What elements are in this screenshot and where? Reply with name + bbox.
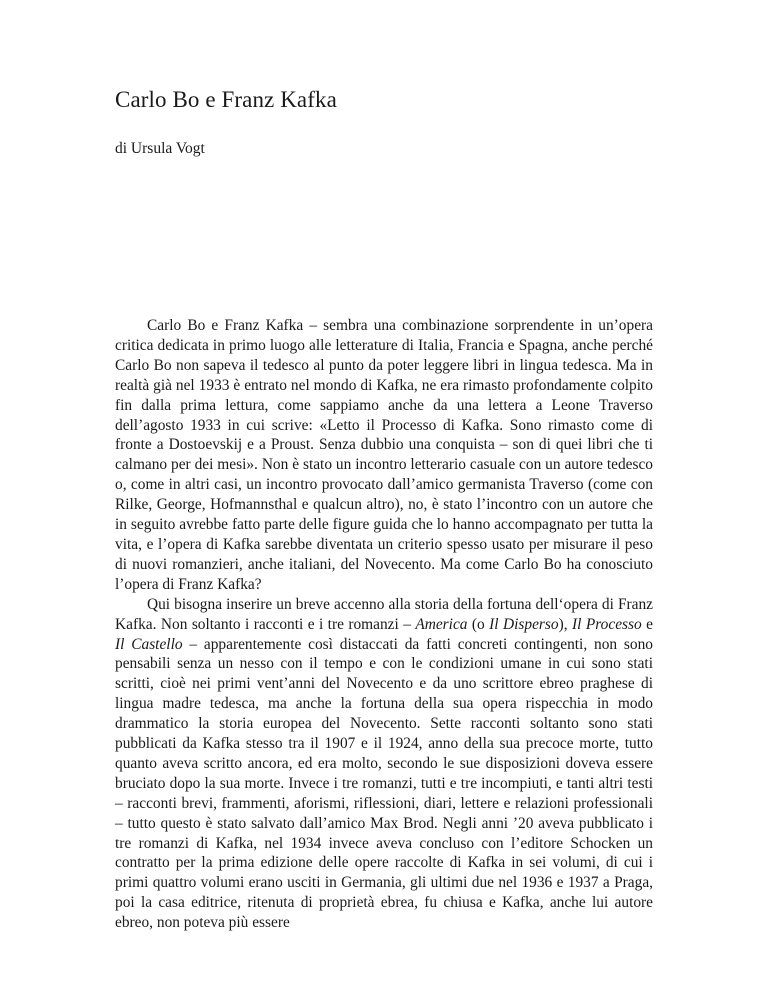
title-il-disperso: Il Disperso — [489, 615, 559, 633]
paragraph-2-text-d: e — [641, 615, 653, 633]
paragraph-2-text-c: ), — [558, 615, 573, 633]
paragraph-2 — [115, 595, 653, 933]
paragraph-2-text-b: (o — [467, 615, 490, 633]
paragraph-1: Carlo Bo e Franz Kafka – sembra una combinazione sorprendente in un’opera critica dedicata in primo luogo alle letterature di Italia, Francia e Spagna, anche perché Carlo Bo non sapeva il tedesco al punto da poter leggere libri in lingua tedesca. Ma in realtà già nel 1933 è entrato nel mondo di Kafka, ne era rimasto profondamente colpito fin dalla prima lettura, come sappiamo anche da una lettera a Leone Traverso dell’agosto 1933 in cui scrive: «Letto il Processo di Kafka. Sono rimasto come di fronte a Dostoevskij e a Proust. Senza dubbio una conquista – son di quei libri che ti calmano per dei mesi». Non è stato un incontro letterario casuale con un autore tedesco o, come in altri casi, un incontro provocato dall’amico germanista Traverso (come con Rilke, George, Hofmannsthal e qualcun altro), no, è stato l’incontro con un autore che in seguito avrebbe fatto parte delle figure guida che lo hanno accompagnato per tutta la vita, e l’opera di Kafka sarebbe diventata un criterio spesso usato per misurare il peso di nuovi romanzieri, anche italiani, del Novecento. Ma come Carlo Bo ha conosciuto l’opera di Franz Kafka? — [115, 317, 653, 593]
author-byline: di Ursula Vogt — [115, 140, 205, 157]
title-il-castello: Il Castello — [115, 635, 183, 653]
article-title: Carlo Bo e Franz Kafka — [115, 87, 337, 112]
title-america: America — [415, 615, 468, 633]
title-il-processo: Il Processo — [572, 615, 642, 633]
paragraph-2-text-a: Qui bisogna inserire un breve accenno alla storia della fortuna dell‘opera di Franz Kafka. Non soltanto i racconti e i tre romanzi – — [115, 595, 653, 633]
article-body — [115, 316, 653, 933]
document-page — [115, 0, 653, 994]
paragraph-2-text-e: – apparentemente così distaccati da fatti concreti contingenti, non sono pensabili senza un nesso con il tempo e con le condizioni umane in cui sono stati scritti, cioè nei primi vent’anni del Novecento e da uno scrittore ebreo praghese di lingua madre tedesca, ma anche la fortuna della sua opera rispecchia in modo drammatico la storia europea del Novecento. Sette racconti soltanto sono stati pubblicati da Kafka stesso tra il 1907 e il 1924, anno della sua precoce morte, tutto quanto aveva scritto ancora, ed era molto, secondo le sue disposizioni doveva essere bruciato dopo la sua morte. Invece i tre romanzi, tutti e tre incompiuti, e tanti altri testi – racconti brevi, frammenti, aforismi, riflessioni, diari, lettere e relazioni professionali – tutto questo è stato salvato dall’amico Max Brod. Negli anni ’20 aveva pubblicato i tre romanzi di Kafka, nel 1934 invece aveva concluso con l’editore Schocken un contratto per la prima edizione delle opere raccolte di Kafka in sei volumi, di cui i primi quattro volumi erano usciti in Germania, gli ultimi due nel 1936 e 1937 a Praga, poi la casa editrice, ritenuta di proprietà ebrea, fu chiusa e Kafka, anche lui autore ebreo, non poteva più essere — [115, 635, 653, 932]
